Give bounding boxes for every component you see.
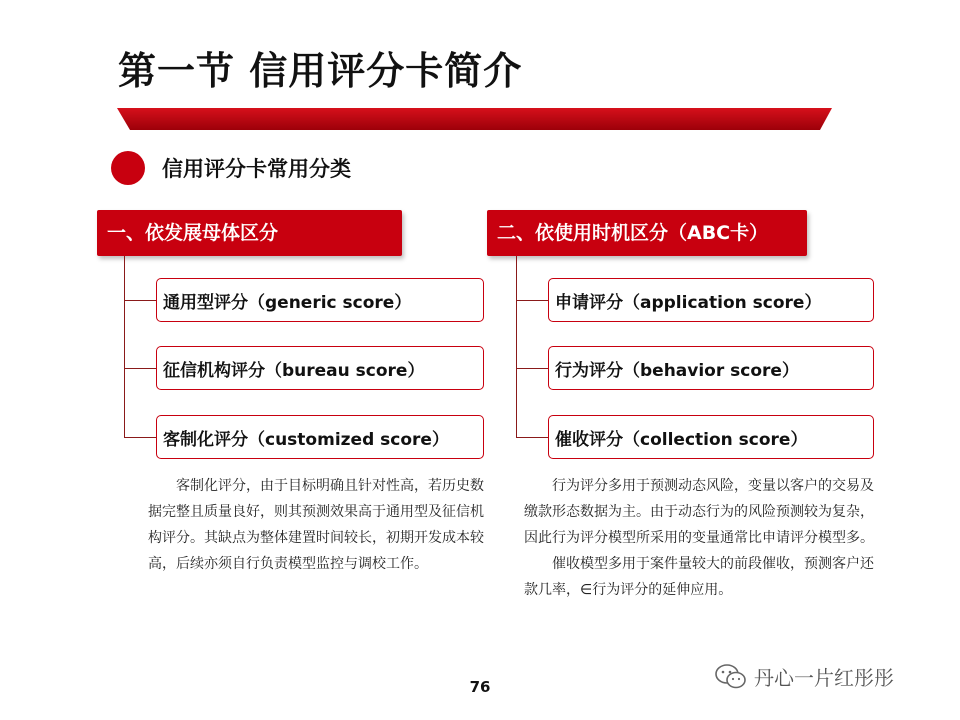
description-paragraph: 催收模型多用于案件量较大的前段催收，预测客户还款几率，∈行为评分的延伸应用。	[524, 556, 874, 598]
description-paragraph: 客制化评分，由于目标明确且针对性高，若历史数据完整且质量良好，则其预测效果高于通用型及征信机构评分。其缺点为整体建置时间较长，初期开发成本较高，后续亦须自行负责模型监控与调校工作。	[148, 478, 484, 572]
tree-branch	[124, 368, 156, 369]
item-application-score	[548, 278, 874, 322]
page-title: 第一节 信用评分卡简介	[118, 49, 523, 93]
description-paragraph: 行为评分多用于预测动态风险，变量以客户的交易及缴款形态数据为主。由于动态行为的风险预测较为复杂，因此行为评分模型所采用的变量通常比申请评分模型多。	[524, 478, 874, 546]
item-behavior-score	[548, 346, 874, 390]
item-label: 征信机构评分（bureau score）	[163, 360, 425, 381]
watermark-text: 丹心一片红彤彤	[754, 666, 894, 690]
item-label: 通用型评分（generic score）	[163, 292, 412, 313]
tree-branch	[516, 437, 548, 438]
tree-connector	[124, 256, 125, 437]
item-generic-score	[156, 278, 484, 322]
item-collection-score	[548, 415, 874, 459]
item-label: 行为评分（behavior score）	[555, 360, 799, 381]
tree-branch	[124, 300, 156, 301]
item-label: 申请评分（application score）	[555, 292, 822, 313]
category-header-usage-timing: 二、依使用时机区分（ABC卡）	[487, 210, 807, 256]
tree-branch	[516, 368, 548, 369]
bullet-dot-icon	[111, 151, 145, 185]
item-customized-score	[156, 415, 484, 459]
watermark	[714, 662, 894, 691]
right-description	[524, 473, 880, 603]
item-label: 催收评分（collection score）	[555, 429, 808, 450]
item-bureau-score	[156, 346, 484, 390]
page-number: 76	[469, 678, 491, 696]
tree-connector	[516, 256, 517, 437]
tree-branch	[124, 437, 156, 438]
left-description	[148, 473, 490, 577]
category-header-development-population: 一、依发展母体区分	[97, 210, 402, 256]
section-heading: 信用评分卡常用分类	[162, 157, 351, 181]
tree-branch	[516, 300, 548, 301]
title-banner	[0, 104, 960, 134]
item-label: 客制化评分（customized score）	[163, 429, 449, 450]
wechat-icon	[714, 663, 748, 691]
